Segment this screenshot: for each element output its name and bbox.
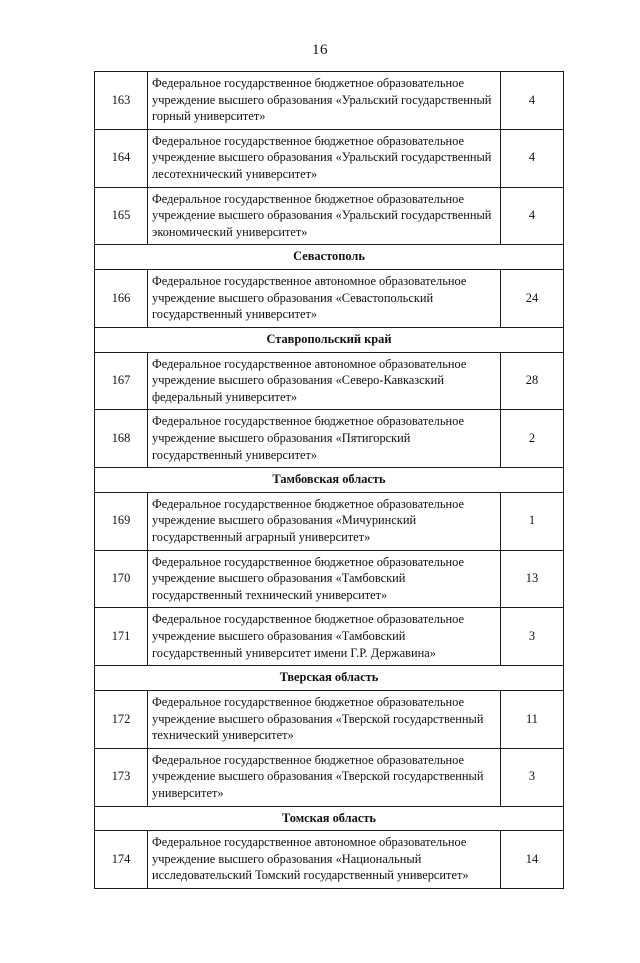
row-number: 174	[95, 831, 148, 889]
organization-count: 4	[501, 129, 564, 187]
table-row	[95, 492, 564, 550]
table-row	[95, 129, 564, 187]
organization-count: 11	[501, 690, 564, 748]
table-row	[95, 410, 564, 468]
organization-name: Федеральное государственное бюджетное образовательное учреждение высшего образования «Тверской государственный университет»	[148, 748, 501, 806]
row-number: 163	[95, 72, 148, 130]
row-number: 164	[95, 129, 148, 187]
row-number: 171	[95, 608, 148, 666]
row-number: 168	[95, 410, 148, 468]
row-number: 173	[95, 748, 148, 806]
table-row	[95, 352, 564, 410]
organization-count: 24	[501, 270, 564, 328]
table-container	[94, 71, 546, 889]
organization-count: 1	[501, 492, 564, 550]
region-row	[95, 666, 564, 691]
organization-count: 13	[501, 550, 564, 608]
organization-count: 14	[501, 831, 564, 889]
region-title: Севастополь	[95, 245, 564, 270]
row-number: 166	[95, 270, 148, 328]
row-number: 169	[95, 492, 148, 550]
document-page	[0, 42, 640, 963]
row-number: 172	[95, 690, 148, 748]
organization-name: Федеральное государственное бюджетное образовательное учреждение высшего образования «Пятигорский государственный университет»	[148, 410, 501, 468]
organization-name: Федеральное государственное бюджетное образовательное учреждение высшего образования «Мичуринский государственный аграрный университет»	[148, 492, 501, 550]
organizations-table	[94, 71, 564, 889]
table-row	[95, 270, 564, 328]
organization-name: Федеральное государственное бюджетное образовательное учреждение высшего образования «Уральский государственный экономический университет»	[148, 187, 501, 245]
row-number: 170	[95, 550, 148, 608]
organization-name: Федеральное государственное бюджетное образовательное учреждение высшего образования «Тверской государственный технический университет»	[148, 690, 501, 748]
organization-name: Федеральное государственное бюджетное образовательное учреждение высшего образования «Тамбовский государственный университет имени Г.Р. Державина»	[148, 608, 501, 666]
region-title: Тамбовская область	[95, 468, 564, 493]
organization-count: 3	[501, 608, 564, 666]
region-title: Томская область	[95, 806, 564, 831]
table-row	[95, 608, 564, 666]
region-row	[95, 245, 564, 270]
region-title: Ставропольский край	[95, 327, 564, 352]
table-row	[95, 72, 564, 130]
organization-count: 4	[501, 72, 564, 130]
row-number: 165	[95, 187, 148, 245]
organization-name: Федеральное государственное бюджетное образовательное учреждение высшего образования «Тамбовский государственный технический университет»	[148, 550, 501, 608]
region-title: Тверская область	[95, 666, 564, 691]
row-number: 167	[95, 352, 148, 410]
table-row	[95, 748, 564, 806]
table-row	[95, 690, 564, 748]
organization-count: 3	[501, 748, 564, 806]
organization-name: Федеральное государственное автономное образовательное учреждение высшего образования «Национальный исследовательский Томский государственный университет»	[148, 831, 501, 889]
region-row	[95, 468, 564, 493]
table-row	[95, 550, 564, 608]
organization-count: 4	[501, 187, 564, 245]
organization-name: Федеральное государственное автономное образовательное учреждение высшего образования «Северо-Кавказский федеральный университет»	[148, 352, 501, 410]
page-number: 16	[312, 42, 328, 58]
region-row	[95, 806, 564, 831]
table-body	[95, 72, 564, 889]
organization-count: 2	[501, 410, 564, 468]
region-row	[95, 327, 564, 352]
organization-name: Федеральное государственное бюджетное образовательное учреждение высшего образования «Уральский государственный лесотехнический университет»	[148, 129, 501, 187]
table-row	[95, 831, 564, 889]
table-row	[95, 187, 564, 245]
organization-name: Федеральное государственное бюджетное образовательное учреждение высшего образования «Уральский государственный горный университет»	[148, 72, 501, 130]
organization-name: Федеральное государственное автономное образовательное учреждение высшего образования «Севастопольский государственный университет»	[148, 270, 501, 328]
organization-count: 28	[501, 352, 564, 410]
